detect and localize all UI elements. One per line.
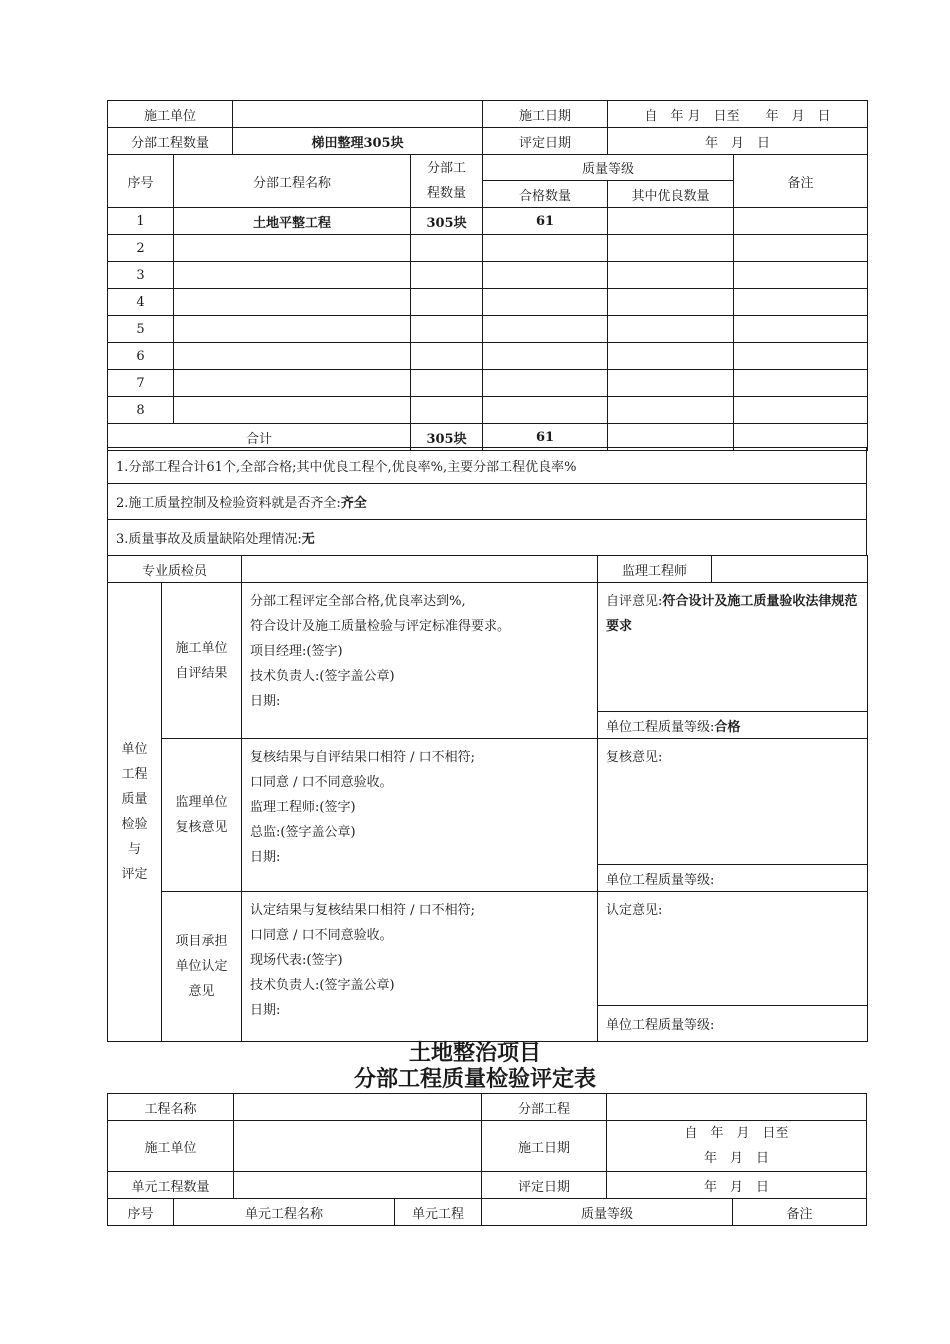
row-name[interactable] (174, 343, 411, 370)
section1-opinion[interactable] (598, 583, 868, 712)
table-row (108, 316, 868, 343)
form-col-unit: 单元工程 (395, 1199, 482, 1226)
row-remark[interactable] (734, 262, 868, 289)
form-col-seq: 序号 (108, 1199, 174, 1226)
section2-label-1: 监理单位 (175, 795, 228, 810)
col-qty-header (411, 155, 483, 208)
project-name-value[interactable] (234, 1094, 482, 1121)
row-qty[interactable] (411, 316, 483, 343)
construction-unit-value[interactable] (233, 101, 483, 128)
row-pass[interactable] (483, 397, 608, 424)
row-pass[interactable] (483, 289, 608, 316)
section2-grade[interactable]: 单位工程质量等级: (598, 865, 868, 892)
col-seq-header: 序号 (108, 155, 174, 208)
section1-line-2: 符合设计及施工质量检验与评定标准得要求。 (250, 619, 511, 634)
note-1: 1.分部工程合计61个,全部合格;其中优良工程个,优良率%,主要分部工程优良率% (108, 448, 867, 484)
section3-label-3: 意见 (188, 984, 215, 999)
form-construction-unit-label: 施工单位 (108, 1121, 234, 1172)
section3-opinion[interactable]: 认定意见: (598, 892, 868, 1006)
col-excellent-header: 其中优良数量 (608, 181, 734, 208)
form-construction-date-label: 施工日期 (482, 1121, 607, 1172)
section1-line-3: 项目经理:(签字) (250, 644, 343, 659)
section3-line-3: 现场代表:(签字) (250, 953, 343, 968)
row-pass[interactable] (483, 235, 608, 262)
form-eval-date-value[interactable]: 年 月 日 (607, 1172, 867, 1199)
col-remark-header: 备注 (734, 155, 868, 208)
row-name[interactable] (174, 262, 411, 289)
table-row (108, 235, 868, 262)
row-qty[interactable]: 305块 (411, 208, 483, 235)
row-remark[interactable] (734, 235, 868, 262)
total-label: 合计 (108, 424, 411, 451)
section3-label-1: 项目承担 (175, 934, 228, 949)
table-row (108, 343, 868, 370)
section2-line-4: 总监:(签字盖公章) (250, 825, 356, 840)
col-qty-header-line1: 分部工 (427, 161, 467, 176)
section1-grade-prefix: 单位工程质量等级: (606, 719, 715, 735)
row-pass[interactable] (483, 370, 608, 397)
unit-count-value[interactable] (234, 1172, 482, 1199)
side-label-3: 质量 (121, 792, 148, 807)
section1-label (162, 583, 242, 739)
section3-line-2: 口同意 / 口不同意验收。 (250, 928, 393, 943)
subdivision-quality-form (107, 1093, 867, 1226)
col-quality-header: 质量等级 (483, 155, 734, 181)
inspection-table (107, 555, 868, 1042)
note-3-prefix: 3.质量事故及质量缺陷处理情况: (116, 532, 302, 547)
section1-grade-value: 合格 (714, 719, 741, 735)
row-seq: 5 (108, 316, 174, 343)
form-eval-date-label: 评定日期 (482, 1172, 607, 1199)
row-seq: 2 (108, 235, 174, 262)
row-seq: 1 (108, 208, 174, 235)
section1-label-1: 施工单位 (175, 640, 228, 656)
section2-line-5: 日期: (250, 850, 281, 865)
subdiv-count-value[interactable]: 梯田整理305块 (233, 128, 483, 155)
table-row (108, 208, 868, 235)
section2-opinion[interactable]: 复核意见: (598, 739, 868, 865)
subdiv-label: 分部工程 (482, 1094, 607, 1121)
subdiv-value[interactable] (607, 1094, 867, 1121)
row-seq: 3 (108, 262, 174, 289)
section3-label-2: 单位认定 (175, 959, 228, 974)
row-excellent[interactable] (608, 316, 734, 343)
row-qty[interactable] (411, 370, 483, 397)
col-qty-header-line2: 程数量 (427, 186, 467, 201)
eval-date-value[interactable]: 年 月 日 (608, 128, 868, 155)
form-col-quality: 质量等级 (482, 1199, 733, 1226)
row-seq: 7 (108, 370, 174, 397)
row-qty[interactable] (411, 262, 483, 289)
section2-line-2: 口同意 / 口不同意验收。 (250, 775, 393, 790)
form-col-name: 单元工程名称 (174, 1199, 395, 1226)
section2-line-1: 复核结果与自评结果口相符 / 口不相符; (250, 750, 476, 765)
form-construction-date-value[interactable] (607, 1121, 867, 1172)
form-construction-unit-value[interactable] (234, 1121, 482, 1172)
row-qty[interactable] (411, 397, 483, 424)
supervisor-label: 监理工程师 (598, 556, 712, 583)
table-row (108, 397, 868, 424)
note-2 (108, 484, 867, 520)
project-name-label: 工程名称 (108, 1094, 234, 1121)
table-row (108, 370, 868, 397)
side-label (108, 583, 162, 1042)
row-excellent[interactable] (608, 289, 734, 316)
eval-date-label: 评定日期 (483, 128, 608, 155)
row-excellent[interactable] (608, 397, 734, 424)
col-pass-header: 合格数量 (483, 181, 608, 208)
construction-date-label: 施工日期 (483, 101, 608, 128)
row-seq: 4 (108, 289, 174, 316)
section1-line-5: 日期: (250, 694, 281, 709)
row-name[interactable] (174, 370, 411, 397)
row-qty[interactable] (411, 289, 483, 316)
row-remark[interactable] (734, 208, 868, 235)
table-row (108, 289, 868, 316)
side-label-6: 评定 (121, 867, 148, 882)
section2-label (162, 739, 242, 892)
row-excellent[interactable] (608, 262, 734, 289)
row-pass[interactable] (483, 262, 608, 289)
row-seq: 6 (108, 343, 174, 370)
total-qty: 305块 (411, 424, 483, 451)
form-col-remark: 备注 (733, 1199, 867, 1226)
row-name[interactable]: 土地平整工程 (174, 208, 411, 235)
section2-line-3: 监理工程师:(签字) (250, 800, 356, 815)
section2-label-2: 复核意见 (175, 820, 228, 835)
subdiv-count-label: 分部工程数量 (108, 128, 233, 155)
section1-opinion-value: 符合设计及施工质量验收法律规范要求 (606, 594, 858, 634)
inspector-label: 专业质检员 (108, 556, 242, 583)
note-2-prefix: 2.施工质量控制及检验资料就是否齐全: (116, 496, 341, 511)
row-seq: 8 (108, 397, 174, 424)
section3-text (242, 892, 598, 1042)
section1-line-1: 分部工程评定全部合格,优良率达到%, (250, 594, 466, 609)
unit-count-label: 单元工程数量 (108, 1172, 234, 1199)
row-remark[interactable] (734, 316, 868, 343)
row-name[interactable] (174, 397, 411, 424)
form-construction-date-line2: 年 月 日 (704, 1151, 770, 1166)
section1-text (242, 583, 598, 739)
section1-grade[interactable] (598, 712, 868, 739)
section3-label (162, 892, 242, 1042)
row-name[interactable] (174, 235, 411, 262)
section3-line-4: 技术负责人:(签字盖公章) (250, 978, 395, 993)
subdivision-summary-table (107, 100, 868, 451)
table-row (108, 262, 868, 289)
inspector-value[interactable] (242, 556, 598, 583)
section1-label-2: 自评结果 (175, 665, 228, 681)
col-name-header: 分部工程名称 (174, 155, 411, 208)
notes-table (107, 447, 867, 556)
section1-opinion-prefix: 自评意见: (606, 594, 663, 609)
row-excellent[interactable] (608, 370, 734, 397)
construction-unit-label: 施工单位 (108, 101, 233, 128)
row-remark[interactable] (734, 343, 868, 370)
row-name[interactable] (174, 316, 411, 343)
section3-line-5: 日期: (250, 1003, 281, 1018)
section2-text (242, 739, 598, 892)
side-label-4: 检验 (121, 817, 148, 832)
row-pass[interactable]: 61 (483, 208, 608, 235)
section3-grade[interactable]: 单位工程质量等级: (598, 1006, 868, 1042)
note-2-value[interactable]: 齐全 (340, 496, 367, 511)
supervisor-value[interactable] (712, 556, 868, 583)
row-pass[interactable] (483, 343, 608, 370)
form-title-line1: 土地整治项目 (408, 1040, 541, 1066)
row-pass[interactable] (483, 316, 608, 343)
section1-line-4: 技术负责人:(签字盖公章) (250, 669, 395, 684)
side-label-1: 单位 (121, 742, 148, 757)
construction-date-value[interactable]: 自 年 月 日至 年 月 日 (608, 101, 868, 128)
row-name[interactable] (174, 289, 411, 316)
section3-line-1: 认定结果与复核结果口相符 / 口不相符; (250, 903, 476, 918)
total-pass: 61 (483, 424, 608, 451)
row-excellent[interactable] (608, 235, 734, 262)
form-construction-date-line1: 自 年 月 日至 (684, 1126, 789, 1141)
note-3-value[interactable]: 无 (301, 532, 315, 547)
row-qty[interactable] (411, 235, 483, 262)
row-excellent[interactable] (608, 208, 734, 235)
row-remark[interactable] (734, 289, 868, 316)
form-title (0, 1040, 950, 1092)
row-excellent[interactable] (608, 343, 734, 370)
row-remark[interactable] (734, 370, 868, 397)
row-qty[interactable] (411, 343, 483, 370)
side-label-2: 工程 (121, 767, 148, 782)
side-label-5: 与 (127, 842, 141, 857)
note-3 (108, 520, 867, 556)
row-remark[interactable] (734, 397, 868, 424)
form-title-line2: 分部工程质量检验评定表 (353, 1066, 596, 1092)
